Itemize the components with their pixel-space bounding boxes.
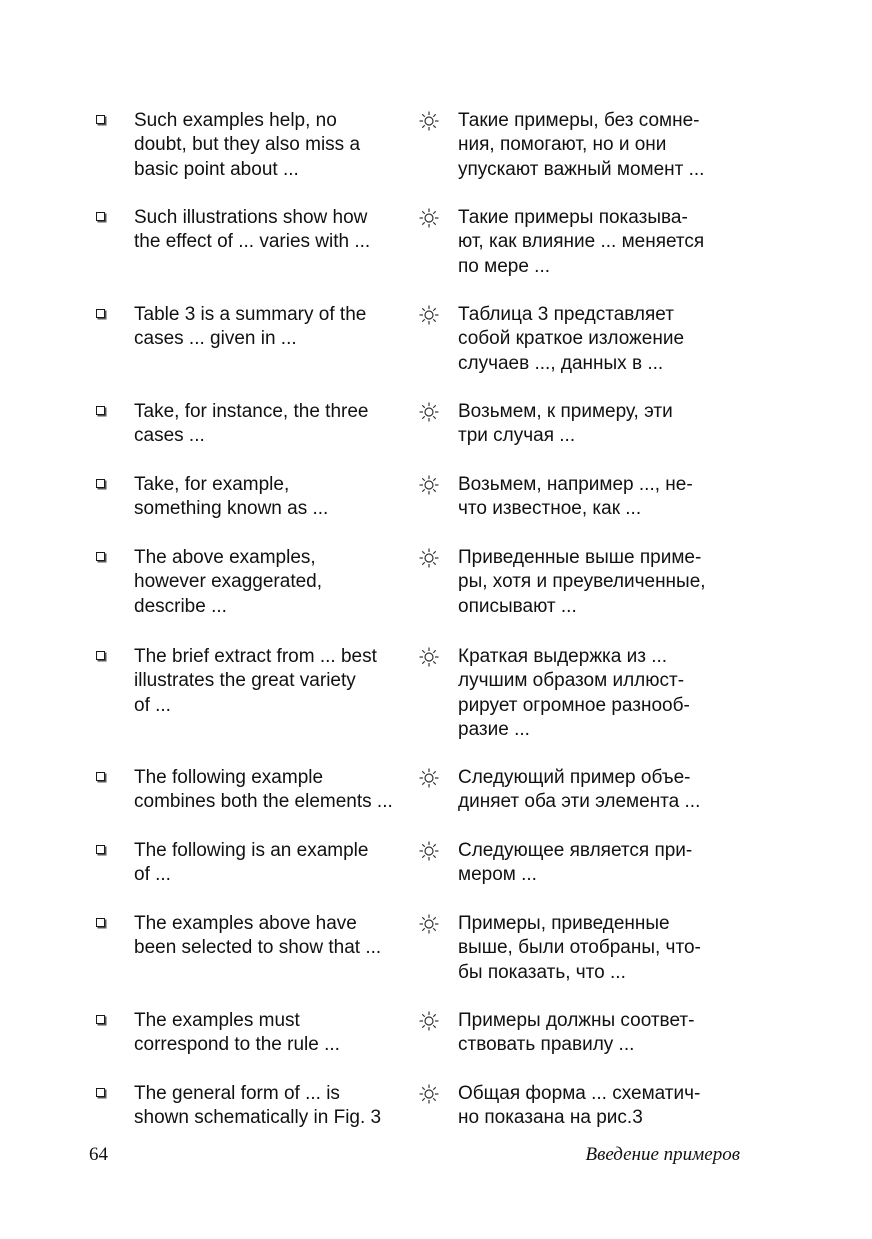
russian-translation: Такие примеры, без сомне- ния, помогают, но и они упускают важный момент ... — [458, 110, 705, 180]
english-phrase: Take, for instance, the three cases ... — [134, 401, 369, 447]
checkbox-bullet-icon — [96, 772, 105, 781]
russian-translation: Возьмем, к примеру, эти три случая ... — [458, 401, 673, 447]
english-phrase: Take, for example, something known as ... — [134, 474, 329, 520]
russian-translation: Таблица 3 представляет собой краткое изложение случаев ..., данных в ... — [458, 304, 685, 374]
russian-translation: Следующий пример объе- диняет оба эти элемента ... — [458, 767, 701, 813]
checkbox-bullet-icon — [96, 845, 105, 854]
russian-translation: Такие примеры показыва- ют, как влияние ... меняется по мере ... — [458, 207, 705, 277]
english-phrase: The above examples, however exaggerated, describe ... — [134, 547, 323, 617]
sun-icon — [418, 110, 440, 132]
sun-icon — [418, 913, 440, 935]
sun-icon — [418, 1010, 440, 1032]
russian-translation: Краткая выдержка из ... лучшим образом иллюст- рирует огромное разнооб- разие ... — [458, 646, 690, 741]
sun-icon — [418, 840, 440, 862]
english-phrase: The examples above have been selected to show that ... — [134, 913, 382, 959]
english-phrase: Such illustrations show how the effect of ... varies with ... — [134, 207, 371, 253]
running-footer-title: Введение примеров — [585, 1144, 740, 1165]
sun-icon — [418, 401, 440, 423]
sun-icon — [418, 474, 440, 496]
checkbox-bullet-icon — [96, 406, 105, 415]
checkbox-bullet-icon — [96, 1088, 105, 1097]
russian-translation: Примеры, приведенные выше, были отобраны, что- бы показать, что ... — [458, 913, 701, 983]
english-phrase: Table 3 is a summary of the cases ... given in ... — [134, 304, 367, 350]
english-phrase: The brief extract from ... best illustrates the great variety of ... — [134, 646, 377, 716]
english-phrase: The following example combines both the elements ... — [134, 767, 393, 813]
russian-translation: Приведенные выше приме- ры, хотя и преувеличенные, описывают ... — [458, 547, 706, 617]
russian-translation: Общая форма ... схематич- но показана на рис.3 — [458, 1083, 701, 1129]
russian-translation: Следующее является при- мером ... — [458, 840, 693, 886]
english-phrase: The following is an example of ... — [134, 840, 369, 886]
checkbox-bullet-icon — [96, 552, 105, 561]
sun-icon — [418, 1083, 440, 1105]
english-phrase: Such examples help, no doubt, but they also miss a basic point about ... — [134, 110, 361, 180]
sun-icon — [418, 304, 440, 326]
checkbox-bullet-icon — [96, 115, 105, 124]
page-number: 64 — [89, 1144, 108, 1165]
sun-icon — [418, 207, 440, 229]
checkbox-bullet-icon — [96, 1015, 105, 1024]
english-phrase: The general form of ... is shown schematically in Fig. 3 — [134, 1083, 382, 1129]
checkbox-bullet-icon — [96, 212, 105, 221]
russian-translation: Возьмем, например ..., не- что известное, как ... — [458, 474, 693, 520]
sun-icon — [418, 767, 440, 789]
sun-icon — [418, 646, 440, 668]
sun-icon — [418, 547, 440, 569]
checkbox-bullet-icon — [96, 918, 105, 927]
checkbox-bullet-icon — [96, 651, 105, 660]
russian-translation: Примеры должны соответ- ствовать правилу ... — [458, 1010, 695, 1056]
checkbox-bullet-icon — [96, 309, 105, 318]
english-phrase: The examples must correspond to the rule ... — [134, 1010, 340, 1056]
checkbox-bullet-icon — [96, 479, 105, 488]
